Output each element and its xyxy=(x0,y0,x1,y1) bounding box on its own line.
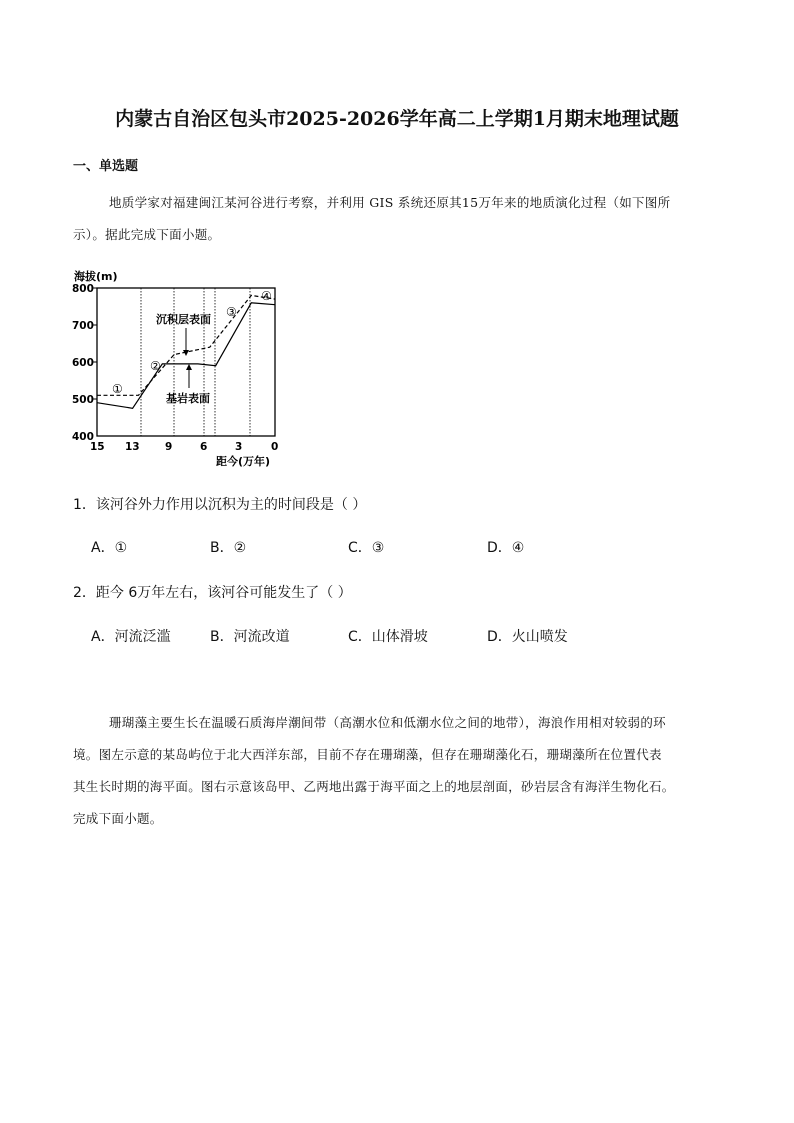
passage-1-line-1: 地质学家对福建闽江某河谷进行考察，并利用 GIS 系统还原其15万年来的地质演化过程（如下图所 xyxy=(109,195,671,210)
passage-1 xyxy=(73,187,733,251)
x-tick-0: 0 xyxy=(271,441,279,453)
stage-marker-1: ① xyxy=(112,382,123,396)
x-tick-13: 13 xyxy=(125,441,140,453)
label-sediment-surface: 沉积层表面 xyxy=(156,313,211,326)
x-tick-3: 3 xyxy=(235,441,243,453)
section-heading: 一、单选题 xyxy=(73,159,139,174)
passage-2-line-4: 完成下面小题。 xyxy=(73,811,163,826)
question-1-option-c[interactable]: C．③ xyxy=(348,540,385,556)
question-1-option-a[interactable]: A．① xyxy=(91,540,128,556)
question-2-stem: 2．距今 6万年左右，该河谷可能发生了（ ） xyxy=(73,585,352,601)
y-tick-500: 500 xyxy=(72,394,94,406)
passage-1-line-2: 示）。据此完成下面小题。 xyxy=(73,227,221,242)
label-bedrock-surface: 基岩表面 xyxy=(166,392,210,405)
question-2-option-d[interactable]: D．火山喷发 xyxy=(487,629,568,645)
x-tick-6: 6 xyxy=(200,441,208,453)
passage-2-line-3: 其生长时期的海平面。图右示意该岛甲、乙两地出露于海平面之上的地层剖面，砂岩层含有海洋生物化石。 xyxy=(73,779,675,794)
arrowhead-bedrock xyxy=(186,364,192,370)
passage-2 xyxy=(73,707,733,835)
question-1-option-d[interactable]: D．④ xyxy=(487,540,525,556)
question-1-option-b[interactable]: B．② xyxy=(210,540,247,556)
passage-2-line-1: 珊瑚藻主要生长在温暖石质海岸潮间带（高潮水位和低潮水位之间的地带），海浪作用相对较弱的环 xyxy=(109,715,666,730)
elevation-chart xyxy=(68,268,308,468)
stage-marker-2: ② xyxy=(150,359,161,373)
x-tick-15: 15 xyxy=(90,441,105,453)
question-2-option-b[interactable]: B．河流改道 xyxy=(210,629,290,645)
y-tick-400: 400 xyxy=(72,431,94,443)
page-title: 内蒙古自治区包头市2025-2026学年高二上学期1月期末地理试题 xyxy=(115,108,679,130)
stage-marker-4: ④ xyxy=(261,289,272,303)
y-axis-label: 海拔(m) xyxy=(74,270,118,283)
question-1-stem: 1．该河谷外力作用以沉积为主的时间段是（ ） xyxy=(73,497,367,513)
passage-2-line-2: 境。图左示意的某岛屿位于北大西洋东部，目前不存在珊瑚藻，但存在珊瑚藻化石，珊瑚藻所在位置代表 xyxy=(73,747,662,762)
chart-frame xyxy=(97,288,275,436)
x-axis-label: 距今(万年) xyxy=(216,455,271,468)
y-tick-600: 600 xyxy=(72,357,94,369)
stage-marker-3: ③ xyxy=(226,305,237,319)
x-tick-9: 9 xyxy=(165,441,173,453)
question-2-option-a[interactable]: A．河流泛滥 xyxy=(91,629,171,645)
question-2-option-c[interactable]: C．山体滑坡 xyxy=(348,629,428,645)
y-tick-800: 800 xyxy=(72,283,94,295)
y-tick-700: 700 xyxy=(72,320,94,332)
